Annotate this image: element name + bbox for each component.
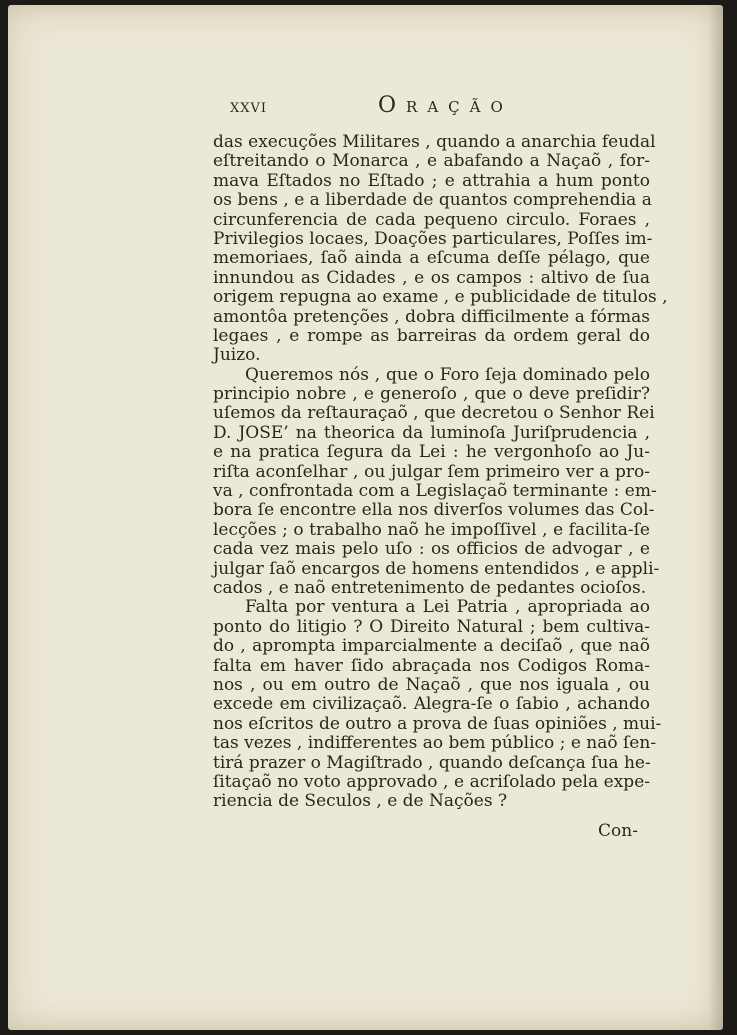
text-line: cada vez mais pelo uſo : os officios de advogar , e <box>213 539 650 560</box>
paragraph <box>213 132 668 366</box>
text-line: Juizo. <box>213 345 261 366</box>
text-line: os bens , e a liberdade de quantos comprehendia a <box>213 190 652 211</box>
page-edge-shadow <box>709 5 723 1030</box>
paragraph <box>213 597 662 812</box>
text-line: falta em haver ſido abraçada nos Codigos Roma- <box>213 655 650 676</box>
text-line: tas vezes , indifferentes ao bem público ; e naõ ſen- <box>213 733 657 754</box>
catchword: Con- <box>598 821 638 841</box>
page-number: XXVI <box>230 101 268 116</box>
text-line: das execuções Militares , quando a anarchia feudal <box>213 132 656 152</box>
text-line: origem repugna ao exame , e publicidade de titulos , <box>213 287 668 308</box>
text-line: excede em civilizaçaõ. Alegra-ſe o ſabio , achando <box>213 694 650 715</box>
text-line: lecções ; o trabalho naõ he impoſſivel , e facilita-ſe <box>213 519 650 540</box>
text-line: Falta por ventura a Lei Patria , apropriada ao <box>245 597 650 618</box>
text-line: riſta aconſelhar , ou julgar ſem primeiro ver a pro- <box>213 461 650 482</box>
running-title: Oração <box>378 93 513 118</box>
text-line: e na pratica ſegura da Lei : he vergonhoſo ao Ju- <box>213 442 650 463</box>
text-line: uſemos da reſtauraçaõ , que decretou o Senhor Rei <box>213 403 655 424</box>
text-line: D. JOSE’ na theorica da luminoſa Juriſprudencia , <box>213 422 650 443</box>
page-header <box>218 93 643 123</box>
text-line: ſitaçaõ no voto approvado , e acriſolado pela expe- <box>213 771 650 792</box>
text-line: Privilegios locaes, Doações particulares, Poſſes im- <box>213 228 653 249</box>
text-line: tirá prazer o Magiſtrado , quando deſcança ſua he- <box>213 752 651 773</box>
text-line: nos , ou em outro de Naçaõ , que nos iguala , ou <box>213 674 650 695</box>
text-line: do , apromptа imparcialmente a deciſaõ , que naõ <box>213 636 650 657</box>
text-line: va , confrontada com a Legislaçaõ terminante : em- <box>213 481 657 502</box>
text-line: ponto do litigio ? O Direito Natural ; bem cultiva- <box>213 616 650 637</box>
text-line: cados , e naõ entretenimento de pedantes ocioſos. <box>213 577 647 598</box>
text-line: nos eſcritos de outro a prova de ſuas opiniões , mui- <box>213 713 662 734</box>
text-line: eſtreitando o Monarca , e abafando a Naçaõ , for- <box>213 151 650 172</box>
text-line: legaes , e rompe as barreiras da ordem geral do <box>213 325 650 346</box>
text-line: julgar ſaõ encargos de homens entendidos , e appli- <box>213 558 660 579</box>
text-line: amontôa pretenções , dobra difficilmente a fórmas <box>213 306 650 327</box>
text-line: principio nobre , e generoſo , que o deve preſidir? <box>213 384 650 405</box>
text-line: riencia de Seculos , e de Nações ? <box>213 791 508 812</box>
book-page <box>8 5 723 1030</box>
text-line: bora ſe encontre ella nos diverſos volumes das Col- <box>213 500 655 521</box>
text-line: innundou as Cidades , e os campos : altivo de ſua <box>213 267 650 288</box>
text-line: mava Eſtados no Eſtado ; e attrahia a hum ponto <box>213 170 650 191</box>
text-line: circunferencia de cada pequeno circulo. Foraes , <box>213 209 650 230</box>
paragraph <box>213 364 660 599</box>
text-line: Queremos nós , que o Foro ſeja dominado pelo <box>245 364 650 385</box>
text-line: memoriaes, ſaõ ainda a eſcuma deſſe pélago, que <box>213 248 650 269</box>
body-text <box>213 132 668 812</box>
